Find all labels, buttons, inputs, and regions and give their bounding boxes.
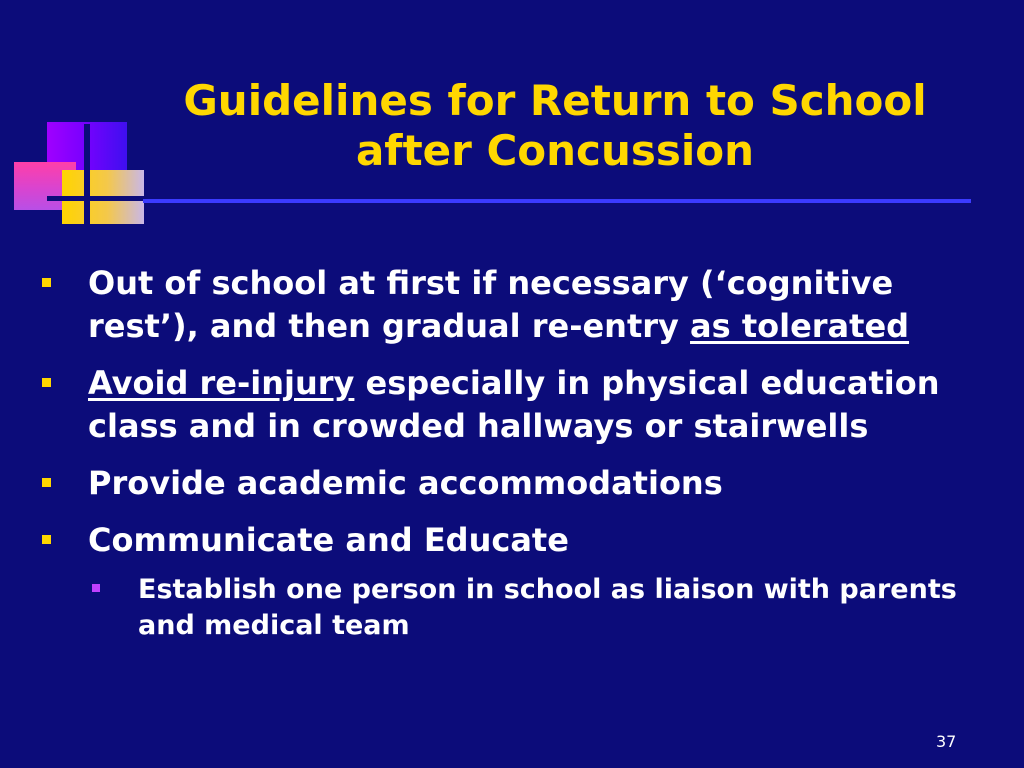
bullet-square-icon bbox=[42, 278, 51, 287]
bullet-underlined-text: Avoid re-injury bbox=[88, 364, 355, 402]
decorative-divider-horizontal bbox=[47, 196, 147, 201]
bullet-item-accommodations bbox=[38, 462, 998, 505]
bullet-text: Provide academic accommodations bbox=[88, 464, 723, 502]
sub-bullet-item-liaison bbox=[38, 572, 998, 644]
page-number: 37 bbox=[936, 732, 957, 751]
sub-bullet-text: Establish one person in school as liaison with parents and medical team bbox=[138, 574, 957, 641]
bullet-text: Out of school at first if necessary (‘cognitive rest’), and then gradual re-entry bbox=[88, 264, 894, 345]
bullet-square-icon bbox=[42, 378, 51, 387]
bullet-item-communicate bbox=[38, 519, 998, 562]
bullet-underlined-text: as tolerated bbox=[690, 307, 910, 345]
bullet-list bbox=[38, 262, 998, 644]
slide-title bbox=[130, 76, 980, 176]
bullet-item-avoid-reinjury bbox=[38, 362, 998, 448]
slide-title-line-1: Guidelines for Return to School bbox=[183, 76, 927, 125]
decorative-divider-vertical bbox=[84, 124, 90, 224]
bullet-text: Communicate and Educate bbox=[88, 521, 569, 559]
bullet-square-icon bbox=[42, 478, 51, 487]
bullet-item-school-reentry bbox=[38, 262, 998, 348]
slide-title-line-2: after Concussion bbox=[355, 126, 755, 175]
title-underline-rule bbox=[143, 199, 971, 203]
sub-bullet-square-icon bbox=[92, 584, 100, 592]
bullet-square-icon bbox=[42, 535, 51, 544]
bullet-text: especially in physical education class and in crowded hallways or stairwells bbox=[88, 364, 940, 445]
